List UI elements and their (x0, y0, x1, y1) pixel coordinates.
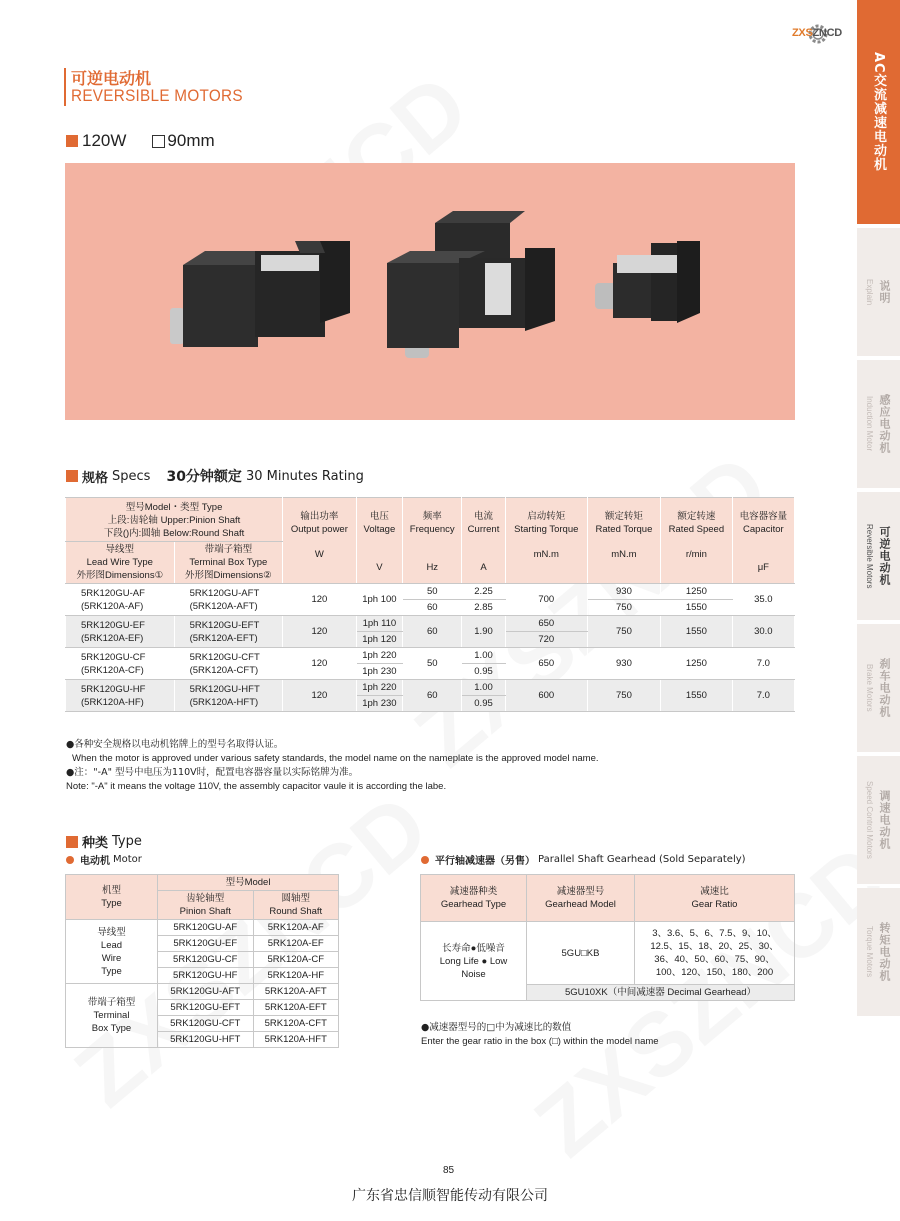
col-header: 电压 Voltage V (356, 498, 403, 584)
rated-torque: 930 (587, 584, 660, 600)
col-header: 额定转速 Rated Speed r/min (661, 498, 733, 584)
motor-subtitle: 电动机 Motor (66, 852, 142, 867)
rated-torque: 750 (587, 600, 660, 616)
rated-speed: 1550 (661, 600, 733, 616)
model-header-line: 型号Model・类型 Type (125, 502, 223, 513)
tab-reversible-motors[interactable] (857, 492, 900, 622)
starting-torque: 650 (505, 616, 587, 632)
col-header: 频率 Frequency Hz (403, 498, 462, 584)
lead-wire-header: 导线型 Lead Wire Type 外形图Dimensions① (66, 542, 175, 584)
model-header-line: 上段:齿轮轴 Upper:Pinion Shaft (107, 515, 241, 526)
voltage: 1ph 100 (356, 584, 403, 616)
tab-label-en: Speed Control Motors (865, 781, 874, 859)
type-title-zh: 种类 (82, 836, 109, 851)
frequency: 60 (403, 600, 462, 616)
tab-ac-motor[interactable] (857, 0, 900, 226)
specs-section-title (66, 466, 364, 486)
voltage: 1ph 110 (356, 616, 403, 632)
pinion-model: 5RK120GU-AFT (158, 984, 254, 1000)
tab-label: 可逆电动机 (878, 526, 891, 586)
tab-explain[interactable] (857, 228, 900, 358)
specs-table (65, 497, 795, 712)
tab-label-en: Explain (865, 278, 874, 306)
round-model: 5RK120A-CFT (253, 1016, 338, 1032)
rating-en: 30 Minutes Rating (245, 468, 364, 484)
logo-part2: ZNCD (812, 27, 842, 39)
table-row (66, 648, 795, 664)
table-header-row (421, 875, 795, 922)
gearhead-subtitle: 平行轴减速器（另售） Parallel Shaft Gearhead (Sold Separately) (421, 852, 746, 867)
motor-left-illustration (170, 241, 350, 347)
motor-illustration (65, 163, 795, 420)
starting-torque: 700 (505, 584, 587, 616)
col-header: 电容器容量 Capacitor μF (732, 498, 794, 584)
brand-logo (792, 22, 856, 46)
note-line: ●注："-A" 型号中电压为110V时，配置电容器容量以实际铭牌为准。 (66, 767, 359, 778)
product-photo (65, 163, 795, 420)
motor-center-illustration (387, 211, 555, 358)
tab-label-en: Induction Motor (865, 396, 874, 452)
output-power: 120 (283, 680, 356, 712)
voltage: 1ph 230 (356, 696, 403, 712)
round-model: 5RK120A-HF (253, 968, 338, 984)
lead-model: 5RK120GU-EF (5RK120A-EF) (66, 616, 175, 648)
current: 2.85 (462, 600, 505, 616)
current: 1.00 (462, 680, 505, 696)
tab-label: 调速电动机 (878, 790, 891, 850)
col-header: 减速比 Gear Ratio (635, 875, 795, 922)
col-header: 机型 Type (66, 875, 158, 920)
round-model: 5RK120A-HFT (253, 1032, 338, 1048)
table-row (66, 584, 795, 600)
starting-torque: 650 (505, 648, 587, 680)
model-header-line: 下段()内:圆轴 Below:Round Shaft (103, 528, 245, 539)
gearhead-model: 5GU□KB (527, 922, 635, 985)
note-line: Note: "-A" it means the voltage 110V, the assembly capacitor vaule it is according the labe. (66, 781, 447, 792)
tab-label-en: Reversible Motors (865, 523, 874, 589)
col-header: 减速器种类 Gearhead Type (421, 875, 527, 922)
motor-type-table (65, 874, 339, 1048)
col-header: 启动转矩 Starting Torque mN.m (505, 498, 587, 584)
col-header: 额定转矩 Rated Torque mN.m (587, 498, 660, 584)
motor-right-illustration (595, 241, 700, 323)
tab-label: 转矩电动机 (878, 922, 891, 982)
rated-torque: 930 (587, 648, 660, 680)
output-power: 120 (283, 584, 356, 616)
pinion-model: 5RK120GU-CFT (158, 1016, 254, 1032)
gearhead-note: ●减速器型号的□中为减速比的数值 Enter the gear ratio in the box (□) within the model name (421, 1022, 659, 1047)
frequency: 50 (403, 584, 462, 600)
rating-zh: 30分钟额定 (166, 469, 242, 485)
tab-brake-motors[interactable] (857, 624, 900, 754)
voltage: 1ph 230 (356, 664, 403, 680)
note-line: When the motor is approved under various safety standards, the model name on the nameplate is the approved model name. (72, 753, 599, 764)
table-header-row (66, 498, 795, 542)
table-row (66, 616, 795, 632)
pinion-model: 5RK120GU-EFT (158, 1000, 254, 1016)
model-header (66, 498, 283, 542)
rated-torque: 750 (587, 680, 660, 712)
table-row (66, 984, 339, 1000)
col-header: 型号Model (158, 875, 339, 891)
voltage: 1ph 220 (356, 648, 403, 664)
page-number: 85 (443, 1165, 455, 1176)
tab-torque-motors[interactable] (857, 888, 900, 1018)
frequency: 50 (403, 648, 462, 680)
spec-summary (66, 131, 215, 151)
round-model: 5RK120A-EF (253, 936, 338, 952)
capacitor: 7.0 (732, 680, 794, 712)
pinion-model: 5RK120GU-HFT (158, 1032, 254, 1048)
starting-torque: 720 (505, 632, 587, 648)
spec-notes (66, 738, 599, 794)
col-header: 齿轮轴型 Pinion Shaft (158, 891, 254, 920)
power-rating: 120W (82, 131, 127, 150)
starting-torque: 600 (505, 680, 587, 712)
output-power: 120 (283, 616, 356, 648)
rated-speed: 1550 (661, 616, 733, 648)
capacitor: 7.0 (732, 648, 794, 680)
title-accent-bar (64, 68, 66, 106)
voltage: 1ph 120 (356, 632, 403, 648)
open-square-icon (152, 135, 165, 148)
page-title-zh: 可逆电动机 (71, 69, 152, 88)
gearhead-type: 长寿命●低噪音 Long Life ● Low Noise (421, 922, 527, 1001)
filled-square-icon (66, 135, 78, 147)
frequency: 60 (403, 680, 462, 712)
tab-label: AC交流减速电动机 (871, 52, 886, 172)
terminal-model: 5RK120GU-HFT (5RK120A-HFT) (174, 680, 283, 712)
specs-title-zh: 规格 (82, 470, 109, 486)
terminal-model: 5RK120GU-EFT (5RK120A-EFT) (174, 616, 283, 648)
table-row (66, 680, 795, 696)
rated-speed: 1550 (661, 680, 733, 712)
col-header: 减速器型号 Gearhead Model (527, 875, 635, 922)
rated-torque: 750 (587, 616, 660, 648)
col-header: 电流 Current A (462, 498, 505, 584)
gear-ratios: 3、3.6、5、6、7.5、9、10、 12.5、15、18、20、25、30、 36、40、50、60、75、90、 100、120、150、180、200 (635, 922, 795, 985)
tab-label: 刹车电动机 (878, 658, 891, 718)
gearhead-table (420, 874, 795, 1001)
current: 0.95 (462, 696, 505, 712)
capacitor: 35.0 (732, 584, 794, 616)
pinion-model: 5RK120GU-HF (158, 968, 254, 984)
round-model: 5RK120A-AFT (253, 984, 338, 1000)
col-header: 圆轴型 Round Shaft (253, 891, 338, 920)
round-model: 5RK120A-AF (253, 920, 338, 936)
terminal-model: 5RK120GU-AFT (5RK120A-AFT) (174, 584, 283, 616)
company-name: 广东省忠信顺智能传动有限公司 (352, 1188, 548, 1204)
type-group: 导线型 Lead Wire Type (66, 920, 158, 984)
table-row (66, 920, 339, 936)
lead-model: 5RK120GU-HF (5RK120A-HF) (66, 680, 175, 712)
voltage: 1ph 220 (356, 680, 403, 696)
rated-speed: 1250 (661, 584, 733, 600)
terminal-box-header: 带端子箱型 Terminal Box Type 外形图Dimensions② (174, 542, 283, 584)
decimal-gearhead: 5GU10XK（中间减速器 Decimal Gearhead） (527, 985, 795, 1001)
type-group: 带端子箱型 Terminal Box Type (66, 984, 158, 1048)
frame-size: 90mm (167, 131, 215, 150)
filled-square-icon (66, 836, 78, 848)
current: 2.25 (462, 584, 505, 600)
bullet-dot-icon (66, 856, 74, 864)
output-power: 120 (283, 648, 356, 680)
page-title-en: REVERSIBLE MOTORS (71, 86, 243, 105)
current: 0.95 (462, 664, 505, 680)
round-model: 5RK120A-EFT (253, 1000, 338, 1016)
logo-part1: ZXS (792, 27, 813, 39)
current: 1.00 (462, 648, 505, 664)
lead-model: 5RK120GU-CF (5RK120A-CF) (66, 648, 175, 680)
pinion-model: 5RK120GU-AF (158, 920, 254, 936)
tab-label: 说明 (878, 280, 891, 304)
note-line: ●各种安全规格以电动机铭牌上的型号名取得认证。 (66, 739, 284, 750)
current: 1.90 (462, 616, 505, 648)
pinion-model: 5RK120GU-EF (158, 936, 254, 952)
tab-label-en: Brake Motors (865, 664, 874, 712)
tab-label: 感应电动机 (878, 394, 891, 454)
table-row (421, 922, 795, 985)
type-section-title (66, 832, 142, 851)
round-model: 5RK120A-CF (253, 952, 338, 968)
terminal-model: 5RK120GU-CFT (5RK120A-CFT) (174, 648, 283, 680)
table-header-row (66, 875, 339, 891)
tab-induction-motor[interactable] (857, 360, 900, 490)
lead-model: 5RK120GU-AF (5RK120A-AF) (66, 584, 175, 616)
bullet-dot-icon (421, 856, 429, 864)
rated-speed: 1250 (661, 648, 733, 680)
filled-square-icon (66, 470, 78, 482)
specs-title-en: Specs (112, 468, 151, 484)
capacitor: 30.0 (732, 616, 794, 648)
pinion-model: 5RK120GU-CF (158, 952, 254, 968)
col-header: 输出功率 Output power W (283, 498, 356, 584)
type-title-en: Type (112, 834, 142, 849)
tab-speed-control-motors[interactable] (857, 756, 900, 886)
tab-label-en: Torque Motors (865, 926, 874, 978)
frequency: 60 (403, 616, 462, 648)
